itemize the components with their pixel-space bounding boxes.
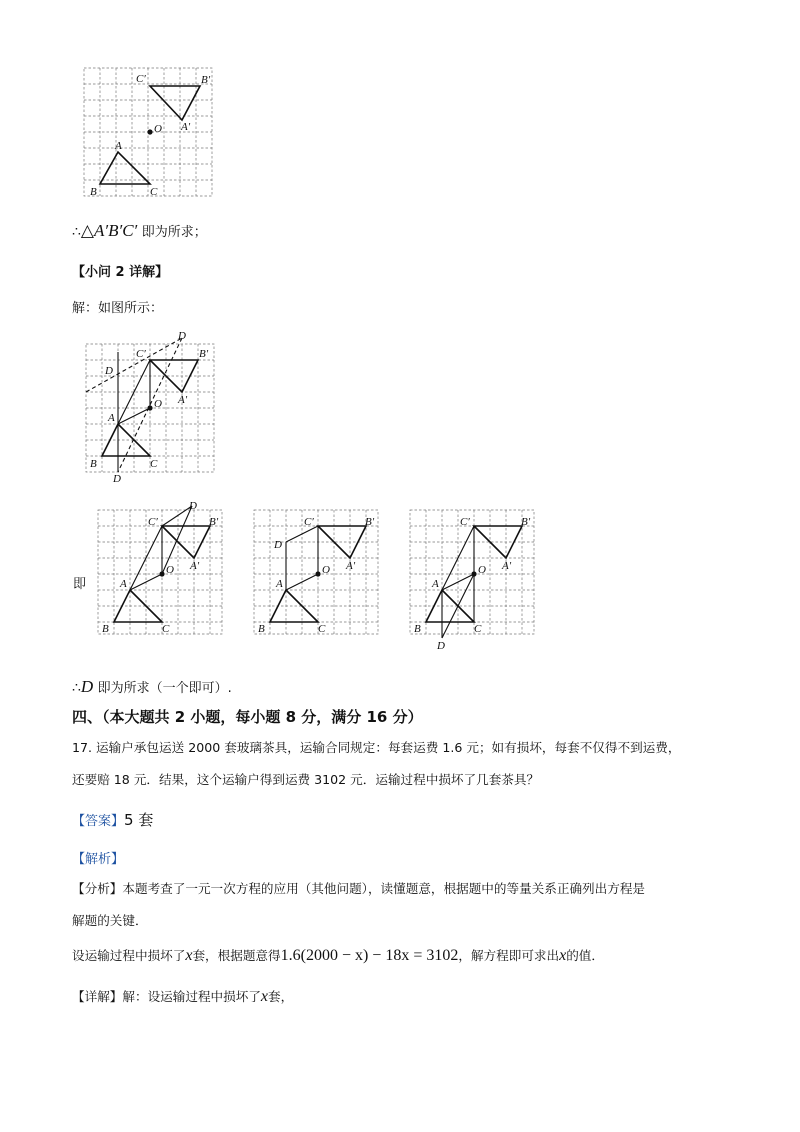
label-c: C — [162, 623, 170, 635]
line1: ∴△A′B′C′ 即为所求； — [72, 221, 207, 240]
grid-figure-3 — [96, 500, 230, 638]
triangle-abc — [114, 590, 162, 622]
q17-line2: 还要赔 18 元．结果，这个运输户得到运费 3102 元．运输过程中损坏了几套茶具？ — [72, 772, 540, 787]
grid-figure-5 — [408, 500, 542, 652]
label-o: O — [154, 398, 162, 410]
triangle-abc — [100, 152, 150, 184]
answer-tag: 【答案】 — [72, 814, 125, 829]
label-o: O — [166, 564, 174, 576]
fenxi-line2: 解题的关键． — [72, 913, 148, 928]
grid-figure-2 — [84, 330, 218, 485]
label-d-top: D — [178, 330, 186, 342]
label-a: A — [115, 140, 122, 152]
label-c1: C′ — [136, 73, 146, 85]
point-o — [315, 571, 320, 576]
triangle-a1b1c1 — [150, 86, 200, 120]
label-o: O — [478, 564, 486, 576]
label-d: D — [189, 500, 197, 512]
label-c1: C′ — [148, 516, 158, 528]
label-b: B — [258, 623, 265, 635]
triangle-abc — [270, 590, 318, 622]
triangle-abc — [426, 590, 474, 622]
label-c1: C′ — [460, 516, 470, 528]
section-heading: 四、（本大题共 2 小题，每小题 8 分，满分 16 分） — [72, 708, 423, 726]
setup-line: 设运输过程中损坏了x套，根据题意得1.6(2000 − x) − 18x = 3102，解方程即可求出x的值． — [72, 947, 604, 964]
grid-figure-4 — [252, 500, 386, 638]
label-b1: B′ — [199, 348, 209, 360]
label-a1: A′ — [181, 121, 191, 133]
label-c: C — [318, 623, 326, 635]
label-c1: C′ — [304, 516, 314, 528]
subq2-heading: 【小问 2 详解】 — [72, 265, 169, 280]
label-d-left: D — [105, 365, 113, 377]
point-o — [147, 405, 152, 410]
point-o — [471, 571, 476, 576]
label-b1: B′ — [521, 516, 531, 528]
label-a1: A′ — [178, 394, 188, 406]
label-c: C — [150, 186, 158, 198]
analysis-tag: 【解析】 — [72, 852, 125, 867]
point-o — [159, 571, 164, 576]
q17-line1: 17. 运输户承包运送 2000 套玻璃茶具，运输合同规定：每套运费 1.6 元；如有损坏，每套不仅得不到运费， — [72, 740, 681, 755]
label-o: O — [154, 123, 162, 135]
label-d: D — [437, 640, 445, 652]
label-d-bottom: D — [113, 473, 121, 485]
label-b1: B′ — [365, 516, 375, 528]
label-b: B — [90, 186, 97, 198]
detail-line: 【详解】解：设运输过程中损坏了x套， — [72, 988, 294, 1005]
label-d: D — [274, 539, 282, 551]
label-b1: B′ — [201, 74, 211, 86]
line2: ∴D 即为所求（一个即可）. — [72, 677, 232, 696]
label-c1: C′ — [136, 348, 146, 360]
label-a: A — [120, 578, 127, 590]
label-a1: A′ — [502, 560, 512, 572]
label-a: A — [432, 578, 439, 590]
ji-label: 即 — [73, 577, 87, 592]
grid-figure-1 — [84, 68, 216, 202]
label-b1: B′ — [209, 516, 219, 528]
label-c: C — [150, 458, 158, 470]
label-o: O — [322, 564, 330, 576]
answer-line — [72, 810, 153, 832]
solution-intro: 解：如图所示： — [72, 301, 164, 316]
label-b: B — [90, 458, 97, 470]
fenxi-line1: 【分析】本题考查了一元一次方程的应用（其他问题），读懂题意，根据题中的等量关系正确列出方程是 — [72, 881, 646, 896]
label-a1: A′ — [190, 560, 200, 572]
label-a: A — [108, 412, 115, 424]
triangle-abc — [102, 424, 150, 456]
label-c: C — [474, 623, 482, 635]
point-o — [147, 129, 152, 134]
equation: 1.6(2000 − x) − 18x = 3102 — [280, 947, 459, 964]
answer-value: 5 套 — [124, 811, 154, 829]
label-b: B — [102, 623, 109, 635]
label-a1: A′ — [346, 560, 356, 572]
label-a: A — [276, 578, 283, 590]
label-b: B — [414, 623, 421, 635]
